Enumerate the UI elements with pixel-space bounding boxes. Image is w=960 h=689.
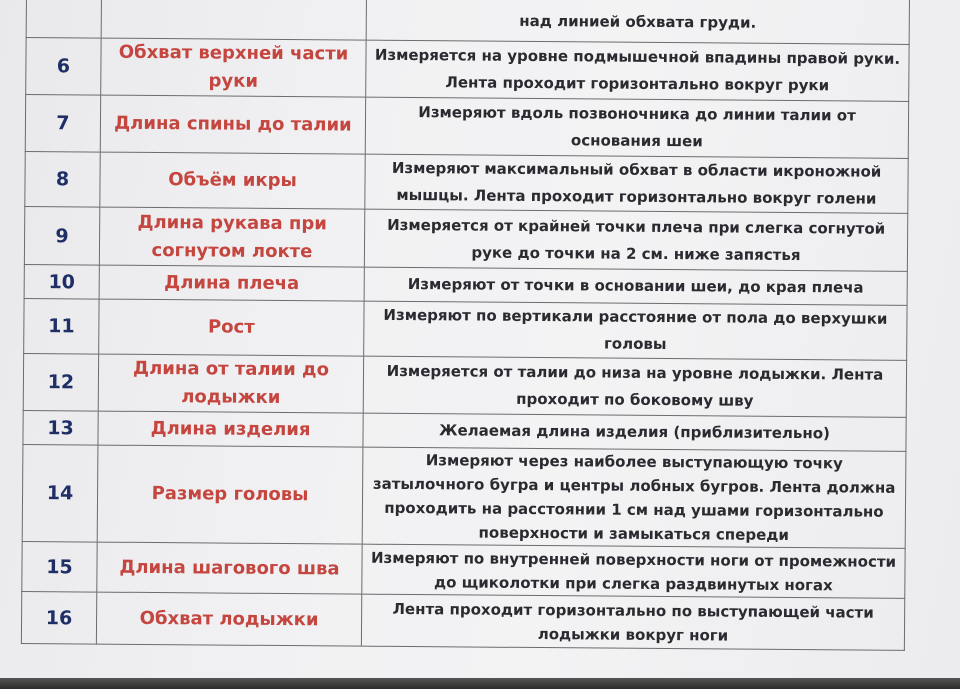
table-row xyxy=(21,591,904,650)
measurements-table xyxy=(21,0,910,651)
measurement-name: Длина от талии до лодыжки xyxy=(98,354,363,413)
measurement-name: Длина изделия xyxy=(98,411,363,447)
measurement-description: Измеряется от крайней точки плеча при слегка согнутой руке до точки на 2 см. ниже запястья xyxy=(364,209,907,271)
row-number: 13 xyxy=(23,410,98,445)
table-row xyxy=(24,298,907,360)
table-row xyxy=(22,444,906,548)
row-number: 12 xyxy=(23,353,98,411)
measurement-name: Длина шагового шва xyxy=(97,542,362,594)
measurement-description: Измеряют от точки в основании шеи, до края плеча xyxy=(364,267,907,305)
row-number: 6 xyxy=(26,38,101,96)
measurement-name: Обхват лодыжки xyxy=(96,592,361,646)
table-surface-edge xyxy=(0,678,960,689)
measurement-name: Обхват верхней части руки xyxy=(101,38,366,97)
row-number: 10 xyxy=(24,264,99,299)
table-row xyxy=(24,206,907,271)
measurement-name: Объём икры xyxy=(100,152,365,209)
row-number: 15 xyxy=(22,541,97,592)
measurement-description: Желаемая длина изделия (приблизительно) xyxy=(363,413,906,451)
measurement-description: Измеряют вдоль позвоночника до линии талии от основания шеи xyxy=(365,97,908,158)
measurement-name: Длина плеча xyxy=(99,265,364,301)
measurement-description: над линией обхвата груди. xyxy=(366,0,909,44)
measurement-description: Измеряют по внутренней поверхности ноги от промежности до щиколотки при слегка раздвинутых ногах xyxy=(362,544,905,598)
row-number xyxy=(26,0,101,38)
measurement-description: Измеряется от талии до низа на уровне лодыжки. Лента проходит по боковому шву xyxy=(363,356,906,417)
table-row xyxy=(25,95,908,159)
table-row xyxy=(22,541,905,598)
measurement-description: Измеряют по вертикали расстояние от пола до верхушки головы xyxy=(364,301,907,360)
measurement-description: Измеряют через наиболее выступающую точку затылочного бугра и центры лобных бугров. Лента должна проходить на расстоянии 1 см над ушами горизонтально поверхности и замыкаться спереди xyxy=(362,447,906,548)
table-row xyxy=(23,353,906,417)
row-number: 11 xyxy=(24,298,99,354)
measurement-description: Измеряют максимальный обхват в области икроножной мышцы. Лента проходит горизонтально вокруг голени xyxy=(365,154,908,213)
row-number: 16 xyxy=(21,591,96,644)
measurement-description: Измеряется на уровне подмышечной впадины правой руки. Лента проходит горизонтально вокруг руки xyxy=(366,40,909,101)
table-row xyxy=(26,38,909,102)
row-number: 9 xyxy=(24,206,99,265)
measurement-name: Длина спины до талии xyxy=(100,95,365,154)
measurement-description: Лента проходит горизонтально по выступающей части лодыжки вокруг ноги xyxy=(361,594,904,650)
row-number: 8 xyxy=(25,151,100,207)
row-number: 7 xyxy=(25,95,100,153)
measurement-name: Рост xyxy=(99,299,364,356)
measurement-name: Длина рукава при согнутом локте xyxy=(99,207,364,267)
measurement-name: Размер головы xyxy=(97,445,363,544)
row-number: 14 xyxy=(22,444,98,542)
measurement-name xyxy=(101,0,366,40)
table-row xyxy=(25,151,908,213)
